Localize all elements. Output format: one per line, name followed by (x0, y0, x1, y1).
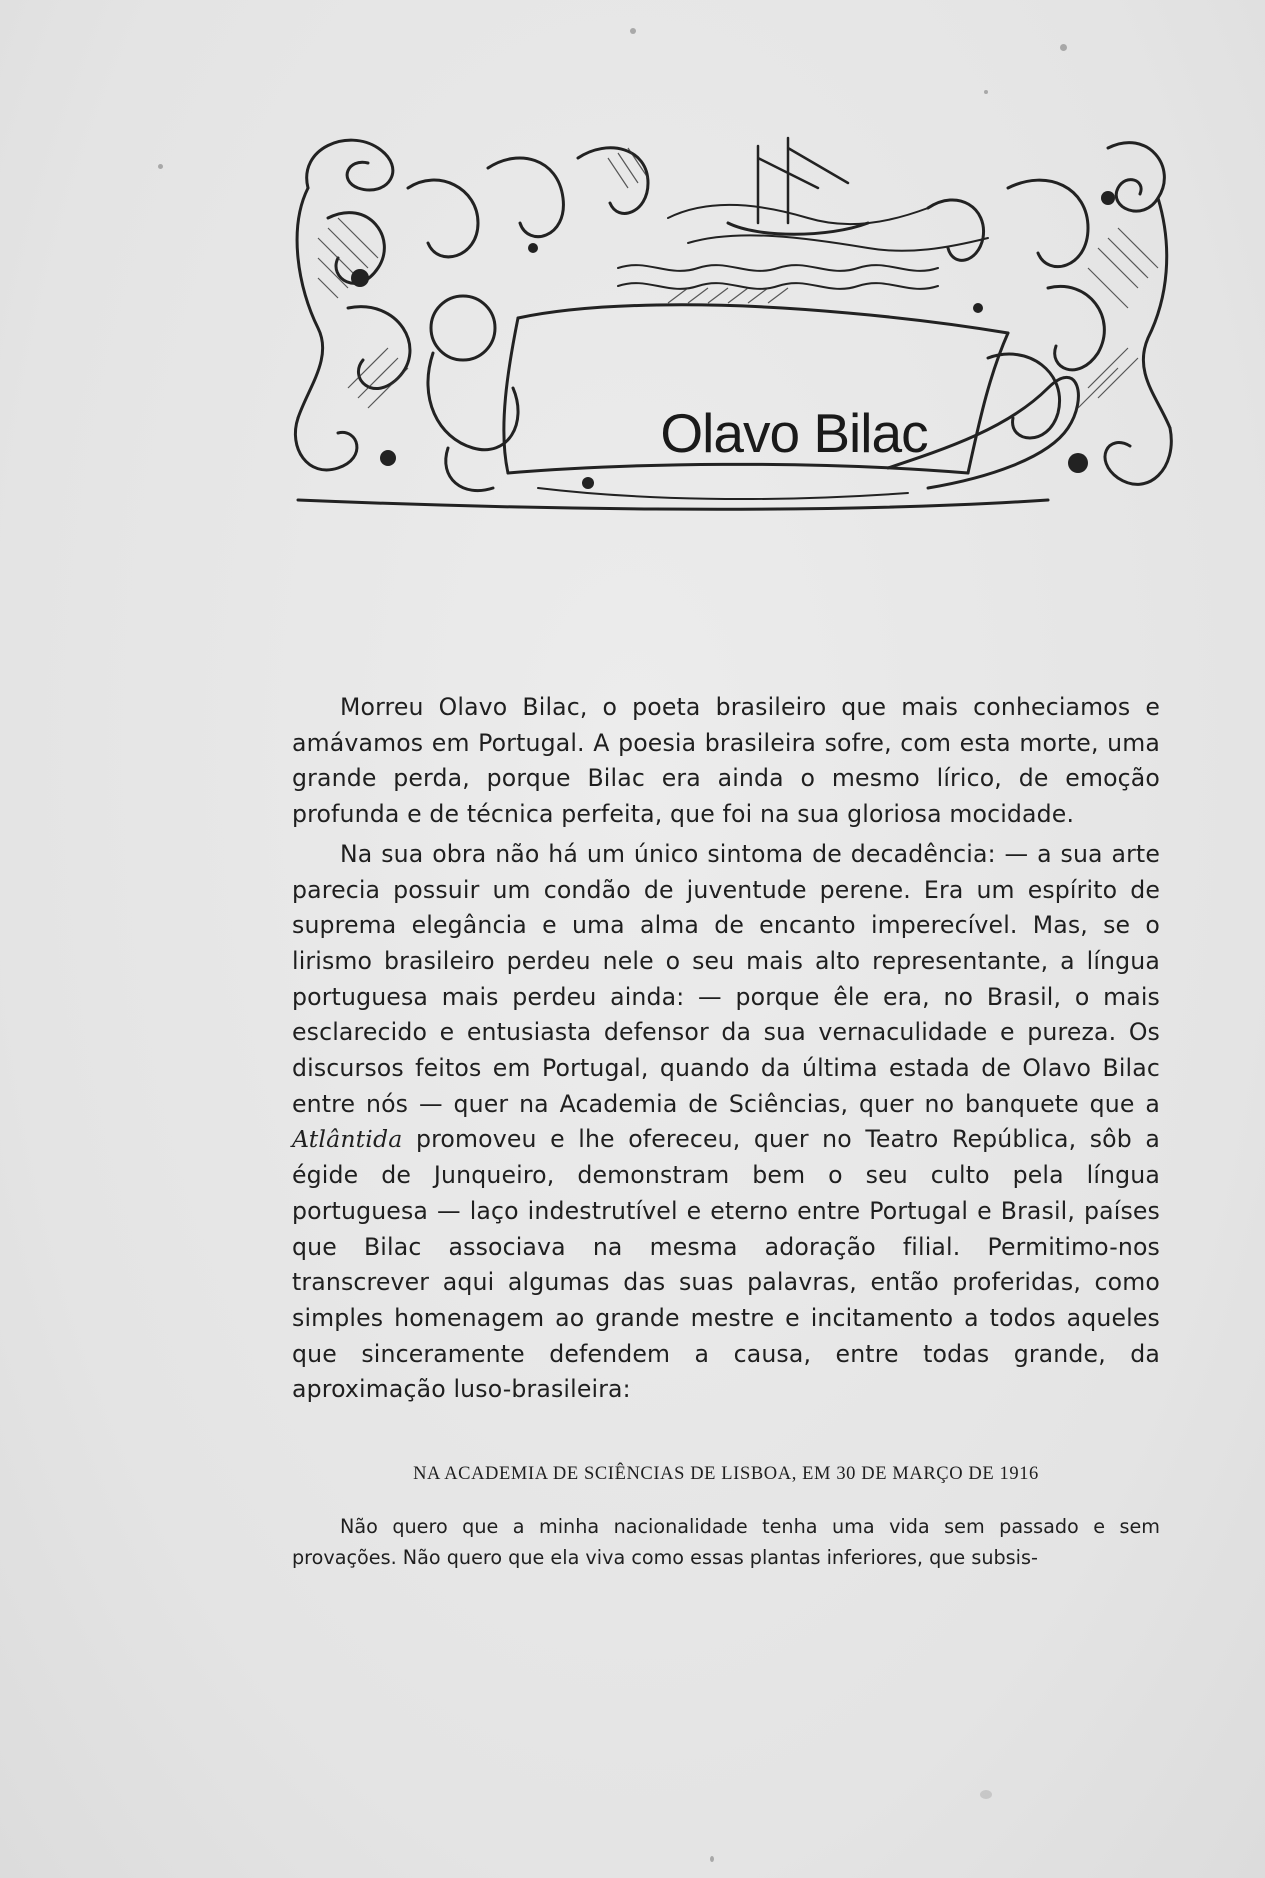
paragraph-2-text-before: Na sua obra não há um único sintoma de decadência: — a sua arte parecia possuir um condão de juventude perene. Era um espírito de suprema elegância e uma alma de encanto imperecível. Mas, se o lirismo brasileiro perdeu nele o seu mais alto representante, a língua portuguesa mais perdeu ainda: — porque êle era, no Brasil, o mais esclarecido e entusiasta defensor da sua vernaculidade e pureza. Os discursos feitos em Portugal, quando da última estada de Olavo Bilac entre nós — quer na Academia de Sciências, quer no banquete que a (292, 839, 1160, 1118)
paragraph-2 (292, 837, 1160, 1408)
paragraph-1: Morreu Olavo Bilac, o poeta brasileiro que mais conheciamos e amávamos em Portugal. A poesia brasileira sofre, com esta morte, uma grande perda, porque Bilac era ainda o mesmo lírico, de emoção profunda e de técnica perfeita, que foi na sua gloriosa mocidade. (292, 693, 1160, 829)
paragraph-2-text-after: promoveu e lhe ofereceu, quer no Teatro República, sôb a égide de Junqueiro, demonstram bem o seu culto pela língua portuguesa — laço indestrutível e eterno entre Portugal e Brasil, países que Bilac associava na mesma adoração filial. Permitimo-nos transcrever aqui algumas das suas palavras, então proferidas, como simples homenagem ao grande mestre e incitamento a todos aqueles que sinceramente defendem a causa, entre todas grande, da aproximação luso-brasileira: (292, 1125, 1160, 1404)
paper-speck (980, 1790, 992, 1799)
header-ornament (288, 128, 1176, 546)
page-title: Olavo Bilac (660, 402, 928, 464)
speech-quote: Não quero que a minha nacionalidade tenha uma vida sem passado e sem provações. Não quero que ela viva como essas plantas inferiores, que subsis- (292, 1515, 1160, 1570)
paper-speck (630, 28, 636, 34)
article-body (292, 690, 1160, 1573)
paper-speck (158, 164, 163, 169)
section-heading: NA ACADEMIA DE SCIÊNCIAS DE LISBOA, EM 30 DE MARÇO DE 1916 (413, 1464, 1039, 1485)
ornament-illustration (288, 128, 1176, 546)
magazine-title-italic: Atlântida (292, 1125, 403, 1154)
paper-speck (1060, 44, 1067, 51)
paper-speck (710, 1856, 714, 1862)
paper-speck (984, 90, 988, 94)
